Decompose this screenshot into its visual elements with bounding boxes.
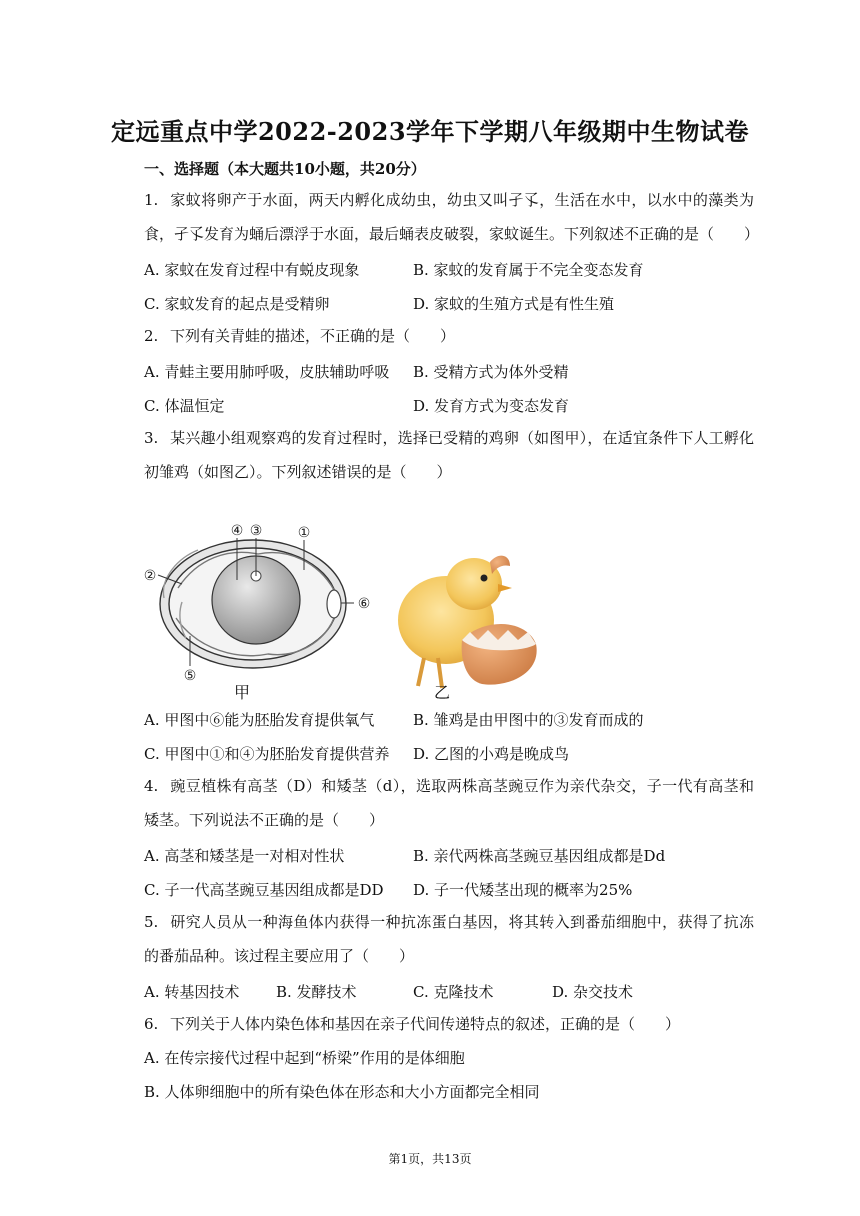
diagram-label-6: ⑥ [357, 596, 371, 612]
question-1 [144, 183, 760, 251]
question-3 [144, 421, 754, 489]
section-heading: 一、选择题（本大题共10小题，共20分） [144, 160, 426, 178]
q5-option-b: B. 发酵技术 [276, 983, 357, 1001]
question-number: 6. [144, 1015, 159, 1033]
q3-option-a: A. 甲图中⑥能为胚胎发育提供氧气 [144, 711, 375, 729]
question-number: 1. [144, 191, 159, 209]
figure-a-caption: 甲 [233, 683, 251, 702]
question-text: 下列关于人体内染色体和基因在亲子代间传递特点的叙述，正确的是（ ） [170, 1015, 681, 1033]
question-6 [144, 1007, 754, 1041]
q2-option-c: C. 体温恒定 [144, 397, 225, 415]
q2-option-a: A. 青蛙主要用肺呼吸，皮肤辅助呼吸 [144, 363, 390, 381]
question-text: 研究人员从一种海鱼体内获得一种抗冻蛋白基因，将其转入到番茄细胞中，获得了抗冻的番茄品种。该过程主要应用了（ ） [144, 913, 754, 965]
egg-diagram [138, 518, 378, 703]
q2-option-d: D. 发育方式为变态发育 [413, 397, 570, 415]
air-chamber-shape [327, 590, 341, 618]
q5-option-c: C. 克隆技术 [413, 983, 494, 1001]
page-footer: 第1页，共13页 [388, 1152, 472, 1166]
question-5 [144, 905, 754, 973]
q3-option-d: D. 乙图的小鸡是晚成鸟 [413, 745, 570, 763]
question-number: 3. [144, 429, 159, 447]
question-2 [144, 319, 754, 353]
q3-option-b: B. 雏鸡是由甲图中的③发育而成的 [413, 711, 644, 729]
q1-option-a: A. 家蚊在发育过程中有蜕皮现象 [144, 261, 360, 279]
q6-option-b: B. 人体卵细胞中的所有染色体在形态和大小方面都完全相同 [144, 1083, 540, 1101]
q2-option-b: B. 受精方式为体外受精 [413, 363, 569, 381]
q4-option-c: C. 子一代高茎豌豆基因组成都是DD [144, 881, 384, 899]
q1-option-b: B. 家蚊的发育属于不完全变态发育 [413, 261, 644, 279]
diagram-label-3: ③ [249, 523, 263, 539]
diagram-label-2: ② [143, 568, 157, 584]
diagram-label-1: ① [297, 525, 311, 541]
q1-option-c: C. 家蚊发育的起点是受精卵 [144, 295, 330, 313]
q6-option-a: A. 在传宗接代过程中起到“桥梁”作用的是体细胞 [144, 1049, 465, 1067]
q3-option-c: C. 甲图中①和④为胚胎发育提供营养 [144, 745, 390, 763]
question-number: 5. [144, 913, 159, 931]
diagram-label-4: ④ [230, 523, 244, 539]
figure-b-caption: 乙 [433, 683, 451, 702]
q1-option-d: D. 家蚊的生殖方式是有性生殖 [413, 295, 615, 313]
q5-option-d: D. 杂交技术 [552, 983, 634, 1001]
diagram-label-5: ⑤ [183, 668, 197, 684]
q4-option-d: D. 子一代矮茎出现的概率为25% [413, 881, 633, 899]
question-4 [144, 769, 754, 837]
question-number: 4. [144, 777, 159, 795]
question-text: 豌豆植株有高茎（D）和矮茎（d），选取两株高茎豌豆作为亲代杂交，子一代有高茎和矮茎。下列说法不正确的是（ ） [144, 777, 754, 829]
page-title: 定远重点中学2022-2023学年下学期八年级期中生物试卷 [110, 117, 750, 146]
question-text: 家蚊将卵产于水面，两天内孵化成幼虫，幼虫又叫孑孓，生活在水中，以水中的藻类为食，孑孓发育为蛹后漂浮于水面，最后蛹表皮破裂，家蚊诞生。下列叙述不正确的是（ ） [144, 191, 760, 243]
q4-option-b: B. 亲代两株高茎豌豆基因组成都是Dd [413, 847, 666, 865]
q5-option-a: A. 转基因技术 [144, 983, 240, 1001]
q4-option-a: A. 高茎和矮茎是一对相对性状 [144, 847, 345, 865]
question-number: 2. [144, 327, 159, 345]
question-text: 下列有关青蛙的描述，不正确的是（ ） [170, 327, 456, 345]
chick-image [386, 548, 546, 703]
question-text: 某兴趣小组观察鸡的发育过程时，选择已受精的鸡卵（如图甲），在适宜条件下人工孵化初雏鸡（如图乙）。下列叙述错误的是（ ） [144, 429, 754, 481]
